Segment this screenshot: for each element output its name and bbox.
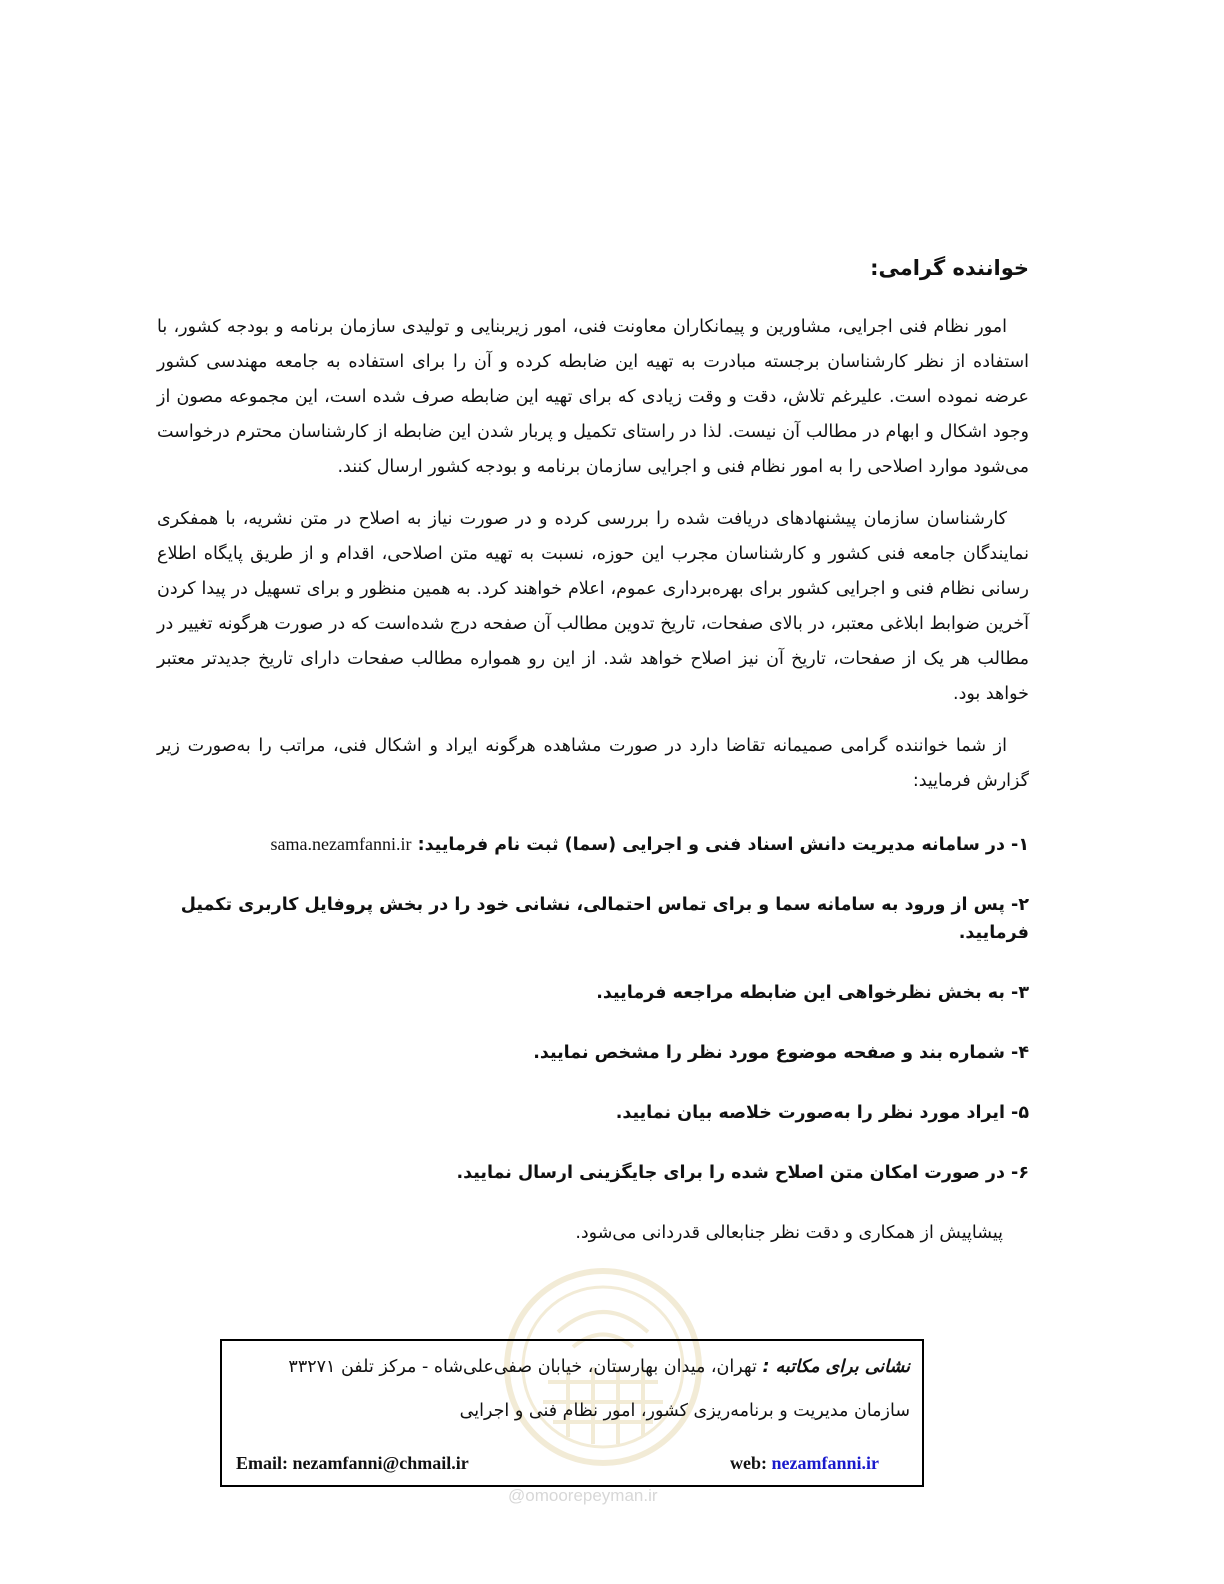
web-line — [730, 1453, 879, 1474]
address-label: نشانی برای مکاتبه : — [762, 1357, 910, 1377]
address-box — [220, 1339, 924, 1487]
sama-url-link[interactable]: sama.nezamfanni.ir — [270, 834, 412, 854]
email-address-link[interactable]: nezamfanni@chmail.ir — [292, 1453, 469, 1473]
web-label: web: — [730, 1453, 767, 1473]
paragraph-1: امور نظام فنی اجرایی، مشاورین و پیمانکاران معاونت فنی، امور زیربنایی و تولیدی سازمان برنامه و بودجه کشور، با استفاده از نظر کارشناسان برجسته مبادرت به تهیه این ضابطه کرده و آن را برای استفاده به جامعه مهندسی کشور عرضه نموده است. علیرغم تلاش، دقت و وقت زیادی که برای تهیه این ضابطه صرف شده است، این مجموعه مصون از وجود اشکال و ابهام در مطالب آن نیست. لذا در راستای تکمیل و پربار شدن این ضابطه از کارشناسان محترم درخواست می‌شود موارد اصلاحی را به امور نظام فنی و اجرایی سازمان برنامه و بودجه کشور ارسال کنند. — [157, 317, 1029, 477]
address-line-1 — [234, 1353, 910, 1381]
email-line — [236, 1453, 469, 1474]
list-item-1-text: ۱- در سامانه مدیریت دانش اسناد فنی و اجرایی (سما) ثبت نام فرمایید: — [417, 835, 1029, 855]
list-item-6: ۶- در صورت امکان متن اصلاح شده را برای جایگزینی ارسال نمایید. — [456, 1163, 1029, 1183]
watermark-handle: @omoorepeyman.ir — [508, 1486, 658, 1505]
paragraph-2: کارشناسان سازمان پیشنهادهای دریافت شده را بررسی کرده و در صورت نیاز به اصلاح در متن نشریه، با همفکری نمایندگان جامعه فنی کشور و کارشناسان مجرب این حوزه، نسبت به تهیه متن اصلاحی، اقدام و از طریق پایگاه اطلاع رسانی نظام فنی و اجرایی کشور برای بهره‌برداری عموم، اعلام خواهند کرد. به همین منظور و برای تسهیل در پیدا کردن آخرین ضوابط ابلاغی معتبر، در بالای صفحات، تاریخ تدوین مطالب آن صفحه درج شده‌است که در صورت هرگونه تغییر در مطالب هر یک از صفحات، تاریخ آن نیز اصلاح خواهد شد. از این رو همواره مطالب صفحات دارای تاریخ جدیدتر معتبر خواهد بود. — [157, 509, 1029, 704]
list-item-1 — [157, 830, 1029, 859]
list-item-2: ۲- پس از ورود به سامانه سما و برای تماس احتمالی، نشانی خود را در بخش پروفایل کاربری تکمیل فرمایید. — [180, 895, 1029, 943]
document-body — [157, 250, 1029, 1247]
thanks-note: پیشاپیش از همکاری و دقت نظر جنابعالی قدردانی می‌شود. — [575, 1223, 1003, 1243]
address-text: تهران، میدان بهارستان، خیابان صفی‌علی‌شاه - مرکز تلفن ۳۳۲۷۱ — [288, 1357, 757, 1377]
paragraph-3: از شما خواننده گرامی صمیمانه تقاضا دارد در صورت مشاهده هرگونه ایراد و اشکال فنی، مراتب را به‌صورت زیر گزارش فرمایید: — [157, 736, 1029, 791]
list-item-4: ۴- شماره بند و صفحه موضوع مورد نظر را مشخص نمایید. — [533, 1043, 1029, 1063]
website-link[interactable]: nezamfanni.ir — [771, 1453, 879, 1473]
heading: خواننده گرامی: — [870, 256, 1029, 280]
list-item-3: ۳- به بخش نظرخواهی این ضابطه مراجعه فرمایید. — [596, 983, 1029, 1003]
list-item-5: ۵- ایراد مورد نظر را به‌صورت خلاصه بیان نمایید. — [615, 1103, 1029, 1123]
email-label: Email: — [236, 1453, 288, 1473]
address-line-2: سازمان مدیریت و برنامه‌ریزی کشور، امور نظام فنی و اجرایی — [459, 1401, 910, 1421]
